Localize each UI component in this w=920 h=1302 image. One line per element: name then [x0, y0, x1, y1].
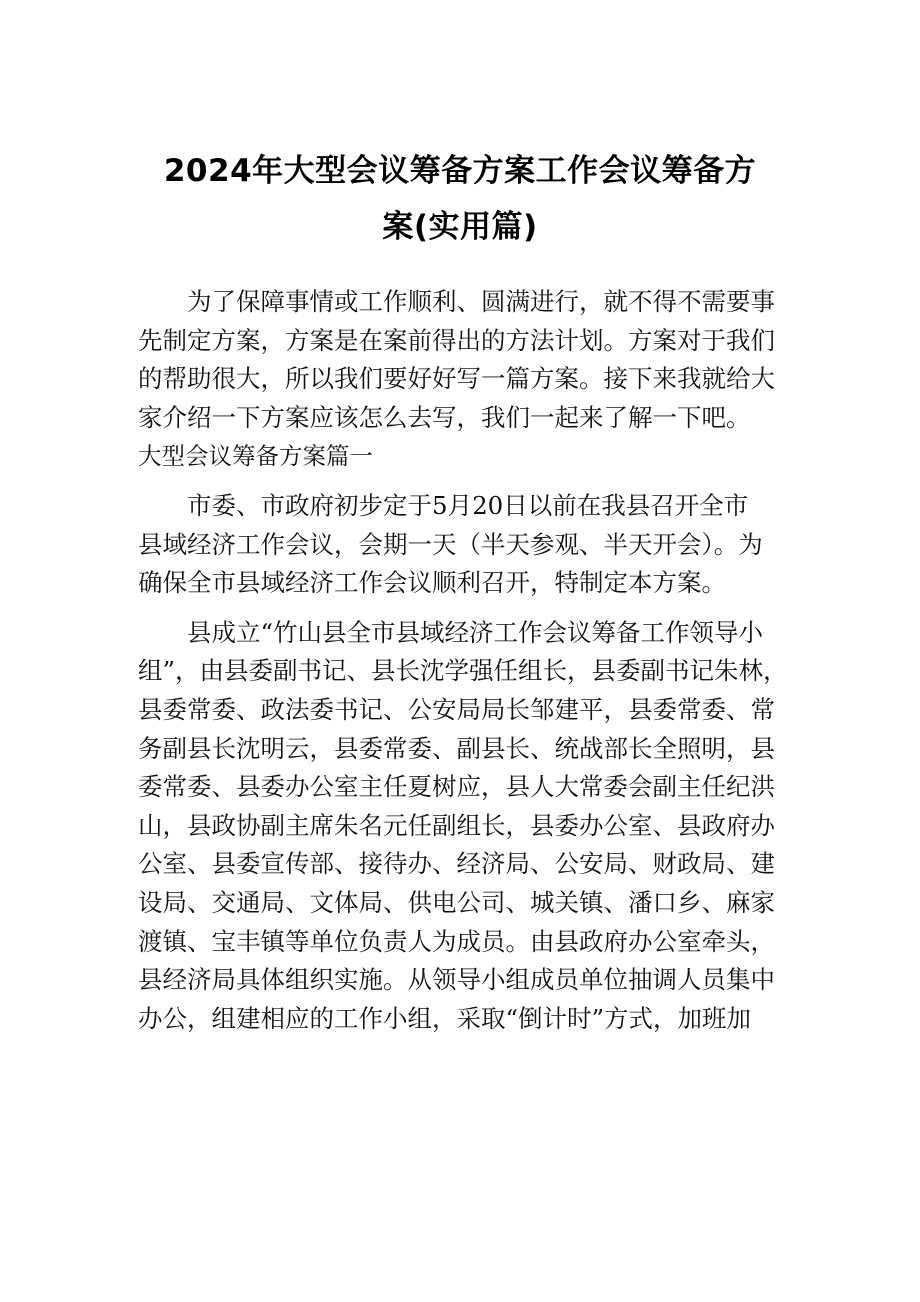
spacer	[138, 476, 788, 487]
intro-line: 为了保障事情或工作顺利、圆满进行，就不得不需要事	[187, 287, 775, 316]
paragraph-line: 市委、市政府初步定于5月20日以前在我县召开全市	[187, 490, 749, 520]
title-line-2: 案(实用篇)	[382, 209, 538, 245]
section-heading: 大型会议筹备方案篇一	[138, 442, 373, 471]
document-title	[120, 143, 800, 255]
paragraph-line: 渡镇、宝丰镇等单位负责人为成员。由县政府办公室牵头，	[138, 926, 775, 956]
document-body	[138, 283, 788, 1038]
intro-line: 的帮助很大，所以我们要好好写一篇方案。接下来我就给大	[138, 364, 775, 394]
paragraph-line: 办公，组建相应的工作小组，采取“倒计时”方式，加班加	[138, 1003, 752, 1033]
paragraph-line: 县域经济工作会议，会期一天（半天参观、半天开会）。为	[138, 529, 763, 559]
paragraph-line: 山，县政协副主席朱名元任副组长，县委办公室、县政府办	[138, 810, 775, 840]
paragraph-line: 公室、县委宣传部、接待办、经济局、公安局、财政局、建	[138, 849, 775, 879]
paragraph-line: 委常委、县委办公室主任夏树应，县人大常委会副主任纪洪	[138, 772, 775, 802]
intro-line: 先制定方案，方案是在案前得出的方法计划。方案对于我们	[138, 325, 775, 355]
paragraph-line: 县成立“竹山县全市县域经济工作会议筹备工作领导小	[187, 617, 764, 647]
paragraph-line: 县委常委、政法委书记、公安局局长邹建平，县委常委、常	[138, 694, 775, 724]
intro-line: 家介绍一下方案应该怎么去写，我们一起来了解一下吧。	[138, 402, 751, 432]
paragraph-line: 确保全市县域经济工作会议顺利召开，特制定本方案。	[138, 568, 726, 598]
spacer	[138, 603, 788, 614]
paragraph-line: 务副县长沈明云，县委常委、副县长、统战部长全照明，县	[138, 733, 775, 763]
paragraph-line: 组”，由县委副书记、县长沈学强任组长，县委副书记朱林，	[138, 656, 788, 686]
paragraph-line: 县经济局具体组织实施。从领导小组成员单位抽调人员集中	[138, 965, 775, 995]
title-line-1: 2024年大型会议筹备方案工作会议筹备方	[163, 153, 757, 189]
paragraph-line: 设局、交通局、文体局、供电公司、城关镇、潘口乡、麻家	[138, 887, 775, 917]
